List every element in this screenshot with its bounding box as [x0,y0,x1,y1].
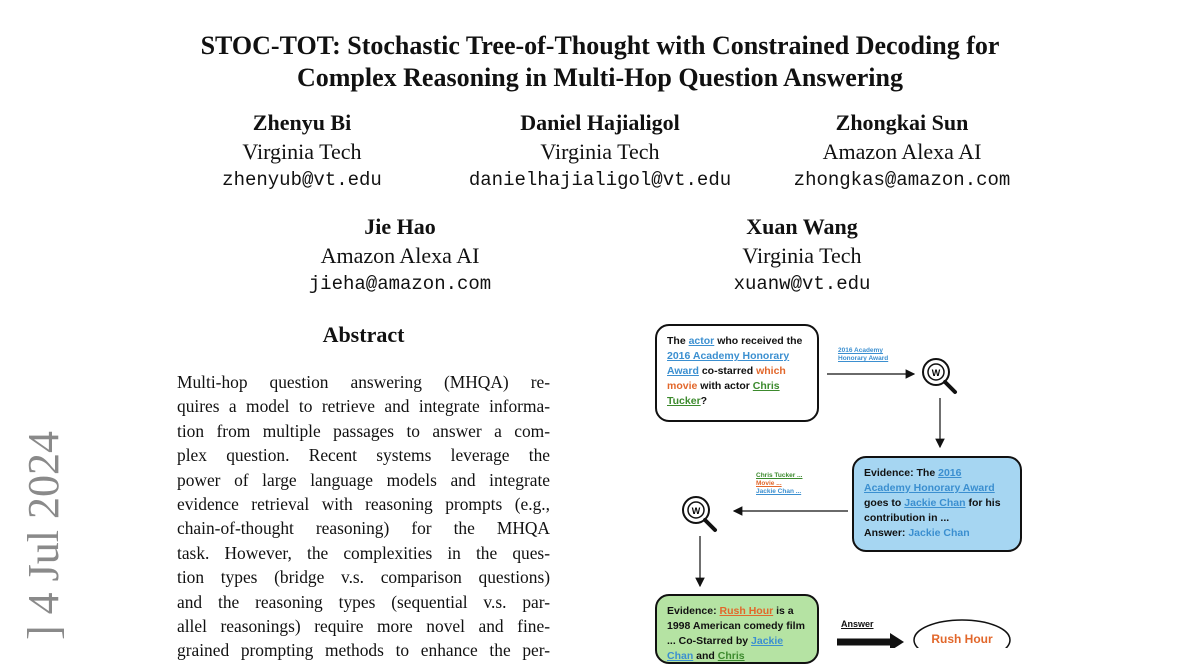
author-email: zhongkas@amazon.com [793,169,1011,191]
final-answer: Rush Hour [931,632,993,646]
question-entity-movie: which movie [667,365,786,392]
abstract-line: task. However, the complexities in the ques- [177,542,550,563]
abstract-line: power of large language models and integrate [177,469,550,490]
author-affiliation: Amazon Alexa AI [320,243,480,268]
search-icon-letter: W [931,368,941,378]
abstract-heading: Abstract [322,322,405,347]
author-email: danielhajialigol@vt.edu [468,169,732,191]
author-name: Xuan Wang [746,214,858,239]
question-entity-award: 2016 Academy Honorary Award [667,350,790,377]
author-name: Zhongkai Sun [835,110,969,135]
evidence-2-box: Evidence: Rush Hour is a 1998 American comedy film ... Co-Starred by Jackie Chan and Chris [655,594,819,664]
question-entity-actor: actor [688,335,715,347]
author-email: xuanw@vt.edu [733,273,871,295]
arxiv-date: ] 4 Jul 2024 [19,431,68,640]
author-name: Zhenyu Bi [252,110,352,135]
author-email: zhenyub@vt.edu [222,169,382,191]
author-2 [435,108,765,194]
author-name: Daniel Hajialigol [520,110,680,135]
question-entity-chris: Chris Tucker [667,380,780,407]
answer-arrow-head [890,633,904,648]
question-box: The actor who received the 2016 Academy Honorary Award co-starred which movie with actor Chris Tucker? [655,324,819,422]
author-4 [235,212,565,298]
abstract-line: tion from multiple passages to answer a com- [177,420,550,441]
figure-1 [640,310,1060,662]
abstract-line: quires a model to retrieve and integrate informa- [177,396,550,417]
author-1 [137,108,467,194]
author-affiliation: Amazon Alexa AI [822,139,982,164]
abstract-line: evidence retrieval with reasoning prompts (e.g., [177,493,550,514]
evidence-1-box: Evidence: The 2016 Academy Honorary Award goes to Jackie Chan for his contribution in ... Answer: Jackie Chan [852,456,1022,552]
abstract-line: and the reasoning types (sequential v.s. par- [177,591,550,612]
evidence-1-answer: Jackie Chan [908,527,970,539]
abstract-line: tion types (bridge v.s. comparison questions) [177,567,550,588]
abstract-body [177,370,550,663]
paper-title [0,30,1200,94]
arxiv-sidebar-stamp [0,431,72,650]
abstract-line: Multi-hop question answering (MHQA) re- [177,372,550,392]
query-1-label: 2016 Academy Honorary Award [838,347,889,362]
author-affiliation: Virginia Tech [242,139,362,164]
abstract-line: grained prompting methods to enhance the per- [177,640,550,661]
author-3 [737,108,1067,194]
author-name: Jie Hao [364,214,436,239]
answer-arrow-label: Answer [841,619,874,629]
title-line-2: Complex Reasoning in Multi-Hop Question Answering [296,63,903,92]
abstract-line: plex question. Recent systems leverage the [177,445,550,466]
author-affiliation: Virginia Tech [742,243,862,268]
search-icon-letter: W [691,506,701,516]
query-2-labels: Chris Tucker ... Movie ... Jackie Chan ... [756,472,803,495]
author-5 [637,212,967,298]
author-email: jieha@amazon.com [308,273,492,295]
title-line-1: STOC-TOT: Stochastic Tree-of-Thought with Constrained Decoding for [200,31,1000,60]
author-affiliation: Virginia Tech [540,139,660,164]
abstract-line: allel reasonings) require more novel and fine- [177,615,550,636]
abstract-line: chain-of-thought reasoning) for the MHQA [177,518,550,539]
